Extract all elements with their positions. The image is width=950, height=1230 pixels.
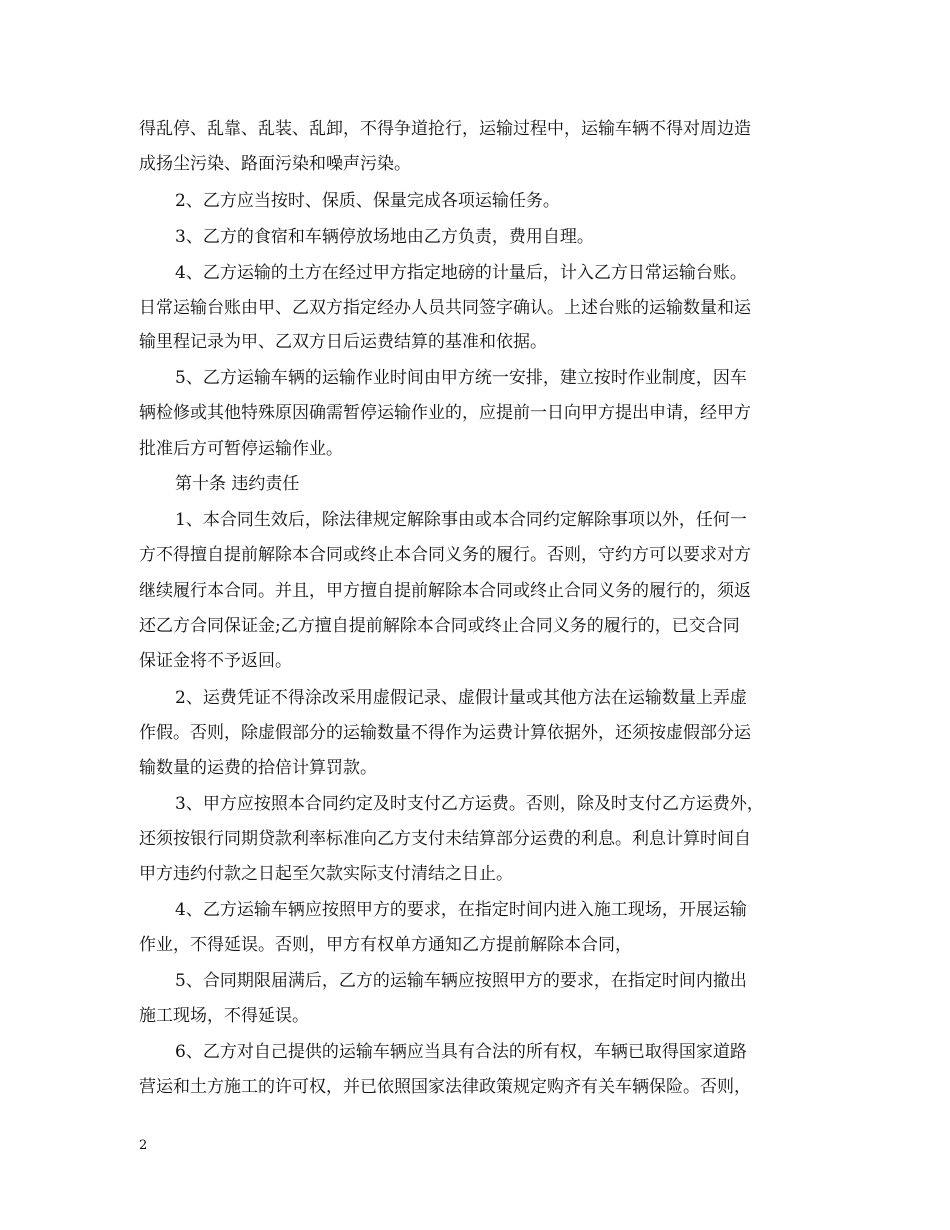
text-line: 还须按银行同期贷款利率标准向乙方支付未结算部分运费的利息。利息计算时间自 <box>139 829 751 849</box>
text-line: 成扬尘污染、路面污染和噪声污染。 <box>139 154 411 174</box>
text-line: 继续履行本合同。并且，甲方擅自提前解除本合同或终止合同义务的履行的，须返 <box>139 581 751 601</box>
text-line: 5、乙方运输车辆的运输作业时间由甲方统一安排，建立按时作业制度，因车 <box>175 368 747 388</box>
text-line: 4、乙方运输车辆应按照甲方的要求，在指定时间内进入施工现场，开展运输 <box>175 900 747 920</box>
text-line: 日常运输台账由甲、乙双方指定经办人员共同签字确认。上述台账的运输数量和运 <box>139 298 751 318</box>
page-number: 2 <box>139 1138 148 1153</box>
text-line: 3、甲方应按照本合同约定及时支付乙方运费。否则，除及时支付乙方运费外， <box>175 794 764 814</box>
text-line: 6、乙方对自己提供的运输车辆应当具有合法的所有权，车辆已取得国家道路 <box>175 1042 747 1062</box>
text-line: 4、乙方运输的土方在经过甲方指定地磅的计量后，计入乙方日常运输台账。 <box>175 263 747 283</box>
text-line: 保证金将不予返回。 <box>139 651 292 671</box>
section-heading: 第十条 违约责任 <box>175 474 300 494</box>
text-line: 作业，不得延误。否则，甲方有权单方通知乙方提前解除本合同， <box>139 935 632 955</box>
text-line: 2、乙方应当按时、保质、保量完成各项运输任务。 <box>175 191 560 211</box>
text-line: 营运和土方施工的许可权，并已依照国家法律政策规定购齐有关车辆保险。否则， <box>139 1077 751 1097</box>
text-line: 批准后方可暂停运输作业。 <box>139 439 343 459</box>
text-line: 3、乙方的食宿和车辆停放场地由乙方负责，费用自理。 <box>175 227 594 247</box>
text-line: 甲方违约付款之日起至欠款实际支付清结之日止。 <box>139 864 513 884</box>
text-line: 还乙方合同保证金;乙方擅自提前解除本合同或终止合同义务的履行的，已交合同 <box>139 616 740 636</box>
text-line: 作假。否则，除虚假部分的运输数量不得作为运费计算依据外，还须按虚假部分运 <box>139 723 751 743</box>
text-line: 方不得擅自提前解除本合同或终止本合同义务的履行。否则，守约方可以要求对方 <box>139 545 751 565</box>
text-line: 辆检修或其他特殊原因确需暂停运输作业的，应提前一日向甲方提出申请，经甲方 <box>139 403 751 423</box>
text-line: 1、本合同生效后，除法律规定解除事由或本合同约定解除事项以外，任何一 <box>175 510 747 530</box>
text-line: 得乱停、乱靠、乱装、乱卸，不得争道抢行，运输过程中，运输车辆不得对周边造 <box>139 119 751 139</box>
text-line: 2、运费凭证不得涂改采用虚假记录、虚假计量或其他方法在运输数量上弄虚 <box>175 688 747 708</box>
text-line: 5、合同期限届满后，乙方的运输车辆应按照甲方的要求，在指定时间内撤出 <box>175 971 747 991</box>
text-line: 输里程记录为甲、乙双方日后运费结算的基准和依据。 <box>139 332 547 352</box>
text-line: 输数量的运费的拾倍计算罚款。 <box>139 758 377 778</box>
text-line: 施工现场，不得延误。 <box>139 1006 309 1026</box>
